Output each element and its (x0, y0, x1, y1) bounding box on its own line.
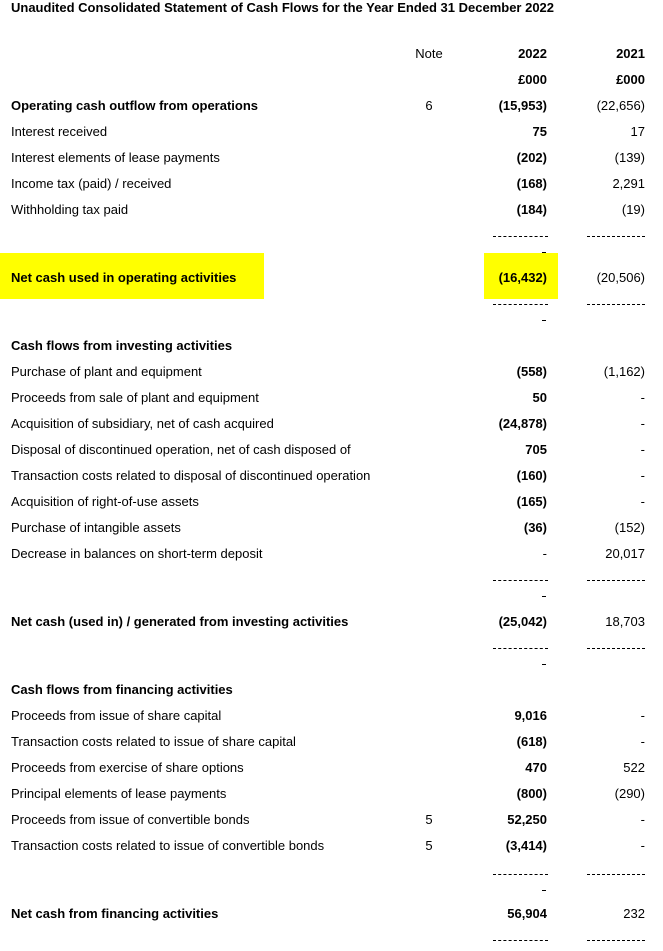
section-heading (0, 682, 663, 702)
total-rule (587, 648, 645, 649)
table-row (0, 786, 663, 806)
value-2021: - (640, 494, 645, 509)
row-label: Decrease in balances on short-term deposit (11, 546, 263, 561)
subtotal-rule (587, 874, 645, 875)
unit-header-row (0, 72, 663, 92)
table-row (0, 734, 663, 754)
value-2021: - (640, 838, 645, 853)
subtotal-rule (493, 580, 548, 581)
row-label: Interest elements of lease payments (11, 150, 220, 165)
column-header-row (0, 46, 663, 66)
value-2022: (558) (516, 364, 547, 379)
table-row (0, 546, 663, 566)
value-2021: (19) (621, 202, 645, 217)
table-row (0, 150, 663, 170)
table-row-total (0, 906, 663, 926)
value-2022: 75 (532, 124, 547, 139)
value-2022: (16,432) (498, 270, 547, 285)
table-row (0, 708, 663, 728)
subtotal-rule (587, 580, 645, 581)
value-2022: (618) (516, 734, 547, 749)
row-label: Transaction costs related to disposal of discontinued operation (11, 468, 371, 483)
subtotal-rule-tick (542, 890, 546, 891)
row-label: Principal elements of lease payments (11, 786, 227, 801)
value-2021: (20,506) (596, 270, 645, 285)
table-row (0, 812, 663, 832)
value-2021: (139) (614, 150, 645, 165)
value-2022: (184) (516, 202, 547, 217)
value-2021: - (640, 390, 645, 405)
value-2021: 232 (623, 906, 645, 921)
row-label: Acquisition of subsidiary, net of cash acquired (11, 416, 274, 431)
row-note: 6 (425, 98, 433, 113)
row-label: Net cash (used in) / generated from investing activities (11, 614, 349, 629)
row-label: Withholding tax paid (11, 202, 129, 217)
total-rule (493, 648, 548, 649)
table-row (0, 494, 663, 514)
note-column-header: Note (415, 46, 443, 61)
value-2022: - (542, 546, 547, 561)
row-label: Purchase of intangible assets (11, 520, 181, 535)
table-row (0, 416, 663, 436)
table-row (0, 520, 663, 540)
value-2022: 52,250 (507, 812, 547, 827)
row-label: Interest received (11, 124, 108, 139)
statement-title: Unaudited Consolidated Statement of Cash Flows for the Year Ended 31 December 2022 (11, 0, 555, 15)
value-2022: 9,016 (514, 708, 547, 723)
row-label: Proceeds from issue of convertible bonds (11, 812, 250, 827)
subtotal-rule (587, 236, 645, 237)
table-row (0, 202, 663, 222)
value-2021: 522 (623, 760, 645, 775)
table-row (0, 468, 663, 488)
row-label: Proceeds from sale of plant and equipment (11, 390, 259, 405)
value-2022: (202) (516, 150, 547, 165)
table-row (0, 760, 663, 780)
value-2022: (36) (523, 520, 547, 535)
value-2022: (160) (516, 468, 547, 483)
table-row (0, 390, 663, 410)
year-2022-header: 2022 (518, 46, 547, 61)
subtotal-rule (493, 874, 548, 875)
table-row (0, 442, 663, 462)
value-2021: - (640, 734, 645, 749)
value-2022: (165) (516, 494, 547, 509)
value-2021: 18,703 (605, 614, 645, 629)
value-2021: (290) (614, 786, 645, 801)
table-row-total (0, 614, 663, 634)
value-2021: (152) (614, 520, 645, 535)
row-label: Proceeds from exercise of share options (11, 760, 244, 775)
total-rule (493, 940, 548, 941)
value-2022: (800) (516, 786, 547, 801)
row-label: Proceeds from issue of share capital (11, 708, 222, 723)
row-label: Acquisition of right-of-use assets (11, 494, 199, 509)
total-rule (587, 304, 645, 305)
row-note: 5 (425, 812, 433, 827)
value-2022: 470 (525, 760, 547, 775)
subtotal-rule-tick (542, 596, 546, 597)
value-2022: 705 (525, 442, 547, 457)
row-label: Cash flows from financing activities (11, 682, 233, 697)
value-2021: - (640, 708, 645, 723)
value-2022: 56,904 (507, 906, 547, 921)
table-row (0, 176, 663, 196)
value-2021: - (640, 468, 645, 483)
value-2021: 20,017 (605, 546, 645, 561)
year-2021-header: 2021 (616, 46, 645, 61)
total-rule-tick (542, 664, 546, 665)
row-label: Purchase of plant and equipment (11, 364, 202, 379)
row-label: Income tax (paid) / received (11, 176, 172, 191)
value-2022: (24,878) (498, 416, 547, 431)
value-2022: (15,953) (498, 98, 547, 113)
row-label: Transaction costs related to issue of convertible bonds (11, 838, 325, 853)
table-row (0, 364, 663, 384)
row-label: Net cash from financing activities (11, 906, 219, 921)
table-row (0, 124, 663, 144)
row-note: 5 (425, 838, 433, 853)
table-row (0, 838, 663, 858)
value-2021: - (640, 812, 645, 827)
total-rule (493, 304, 548, 305)
row-label: Net cash used in operating activities (11, 270, 237, 285)
subtotal-rule-tick (542, 252, 546, 253)
row-label: Operating cash outflow from operations (11, 98, 259, 113)
value-2022: (168) (516, 176, 547, 191)
unit-2021-header: £000 (616, 72, 645, 87)
value-2022: (25,042) (498, 614, 547, 629)
table-row-total (0, 270, 663, 290)
value-2021: - (640, 416, 645, 431)
table-row (0, 98, 663, 118)
section-heading (0, 338, 663, 358)
subtotal-rule (493, 236, 548, 237)
unit-2022-header: £000 (518, 72, 547, 87)
total-rule (587, 940, 645, 941)
value-2021: (1,162) (603, 364, 645, 379)
value-2021: 2,291 (612, 176, 645, 191)
value-2022: 50 (532, 390, 547, 405)
value-2022: (3,414) (505, 838, 547, 853)
row-label: Disposal of discontinued operation, net of cash disposed of (11, 442, 351, 457)
value-2021: 17 (630, 124, 645, 139)
total-rule-tick (542, 320, 546, 321)
value-2021: (22,656) (596, 98, 645, 113)
row-label: Cash flows from investing activities (11, 338, 233, 353)
row-label: Transaction costs related to issue of share capital (11, 734, 296, 749)
value-2021: - (640, 442, 645, 457)
